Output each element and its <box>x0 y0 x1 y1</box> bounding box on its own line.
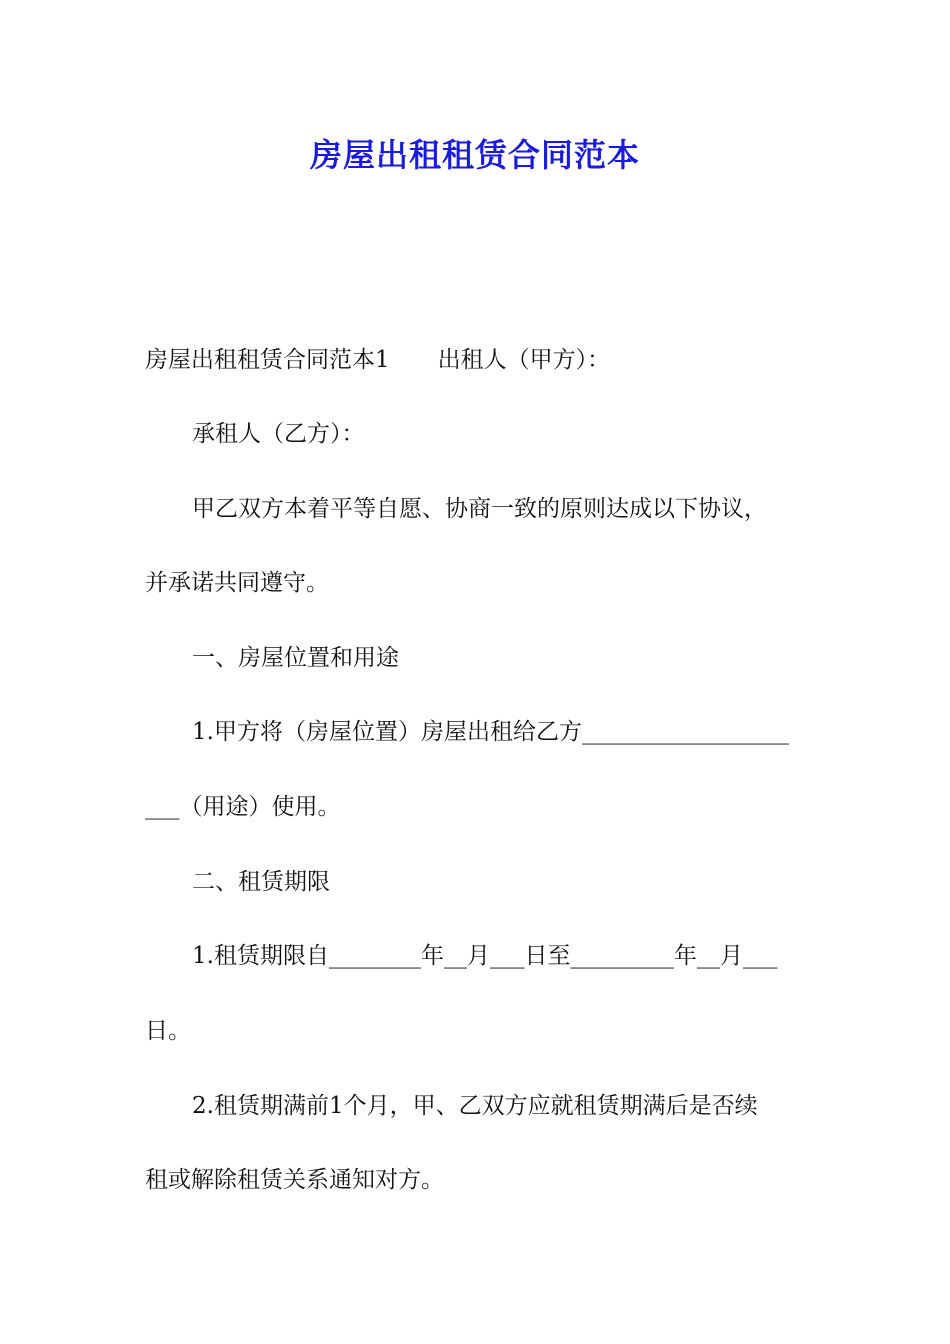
clause-line: ___（用途）使用。 <box>145 794 341 820</box>
clause-line: 1.租赁期限自________年__月___日至_________年__月___ <box>192 943 778 969</box>
section-heading: 二、租赁期限 <box>192 869 330 895</box>
first-line <box>145 345 810 375</box>
clause-line: 日。 <box>145 1018 191 1044</box>
lessee-line: 承租人（乙方）： <box>192 421 365 447</box>
paragraph-line: 并承诺共同遵守。 <box>145 570 329 596</box>
subtitle: 房屋出租租赁合同范本1 <box>145 347 390 373</box>
clause-line: 2.租赁期满前1个月，甲、乙双方应就租赁期满后是否续 <box>192 1093 758 1119</box>
clause-line: 1.甲方将（房屋位置）房屋出租给乙方__________________ <box>192 719 789 745</box>
paragraph-line: 甲乙双方本着平等自愿、协商一致的原则达成以下协议， <box>192 496 767 522</box>
lessor-label: 出租人（甲方）： <box>437 347 611 373</box>
section-heading: 一、房屋位置和用途 <box>192 645 399 671</box>
document-title: 房屋出租租赁合同范本 <box>309 136 640 174</box>
clause-line: 租或解除租赁关系通知对方。 <box>145 1167 444 1193</box>
